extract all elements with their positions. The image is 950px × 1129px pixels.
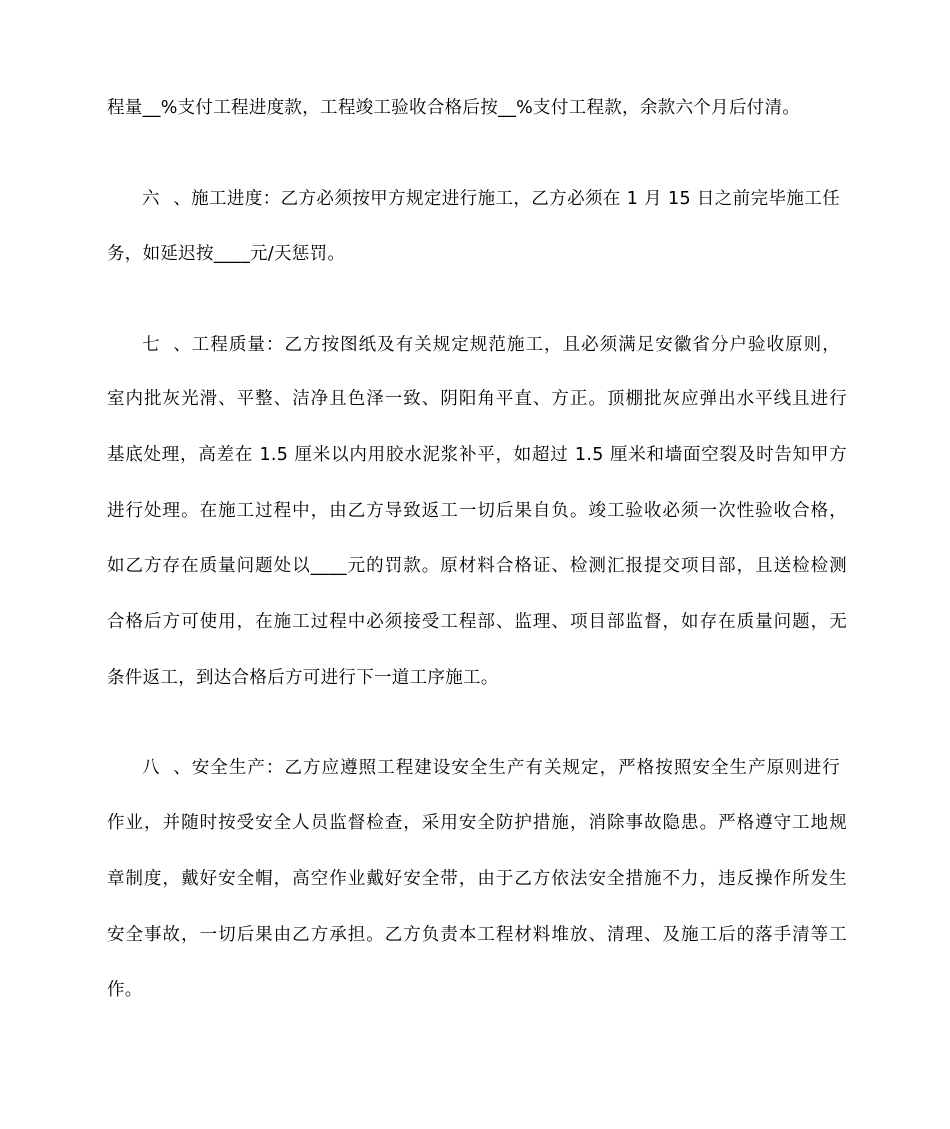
section-7-line-5: 如乙方存在质量问题处以____元的罚款。原材料合格证、检测汇报提交项目部，且送检检测: [107, 556, 847, 576]
section-8-line-1: [142, 756, 840, 780]
section-6-line-2: 务，如延迟按____元/天惩罚。: [107, 244, 346, 264]
section-8-line-5: 作。: [107, 980, 143, 1000]
section-6-text-1: 施工进度：乙方必须按甲方规定进行施工，乙方必须在 1 月 15 日之前完毕施工任: [191, 189, 840, 209]
section-7-line-1: [142, 333, 840, 357]
section-6-number: 六、: [142, 189, 191, 209]
section-7-number: 七、: [142, 335, 191, 355]
section-7-text-1: 工程质量：乙方按图纸及有关规定规范施工，且必须满足安徽省分户验收原则，: [191, 335, 840, 355]
section-8-line-2: 作业，并随时按受安全人员监督检查，采用安全防护措施，消除事故隐患。严格遵守工地规: [107, 813, 847, 833]
section-7-line-4: 进行处理。在施工过程中，由乙方导致返工一切后果自负。竣工验收必须一次性验收合格，: [107, 501, 847, 521]
continuation-line-1: 程量__%支付工程进度款，工程竣工验收合格后按__%支付工程款，余款六个月后付清。: [107, 98, 801, 118]
section-7-line-6: 合格后方可使用，在施工过程中必须接受工程部、监理、项目部监督，如存在质量问题，无: [107, 612, 847, 632]
section-6-line-1: [142, 187, 840, 211]
section-7-line-2: 室内批灰光滑、平整、洁净且色泽一致、阴阳角平直、方正。顶棚批灰应弹出水平线且进行: [107, 389, 847, 409]
section-7-line-3: 基底处理，高差在 1.5 厘米以内用胶水泥浆补平，如超过 1.5 厘米和墙面空裂及时告知甲方: [107, 445, 847, 465]
section-7-line-7: 条件返工，到达合格后方可进行下一道工序施工。: [107, 668, 499, 688]
section-8-number: 八、: [142, 758, 191, 778]
section-8-line-4: 安全事故，一切后果由乙方承担。乙方负责本工程材料堆放、清理、及施工后的落手清等工: [107, 925, 847, 945]
section-8-line-3: 章制度，戴好安全帽，高空作业戴好安全带，由于乙方依法安全措施不力，违反操作所发生: [107, 869, 847, 889]
section-8-text-1: 安全生产：乙方应遵照工程建设安全生产有关规定，严格按照安全生产原则进行: [191, 758, 840, 778]
